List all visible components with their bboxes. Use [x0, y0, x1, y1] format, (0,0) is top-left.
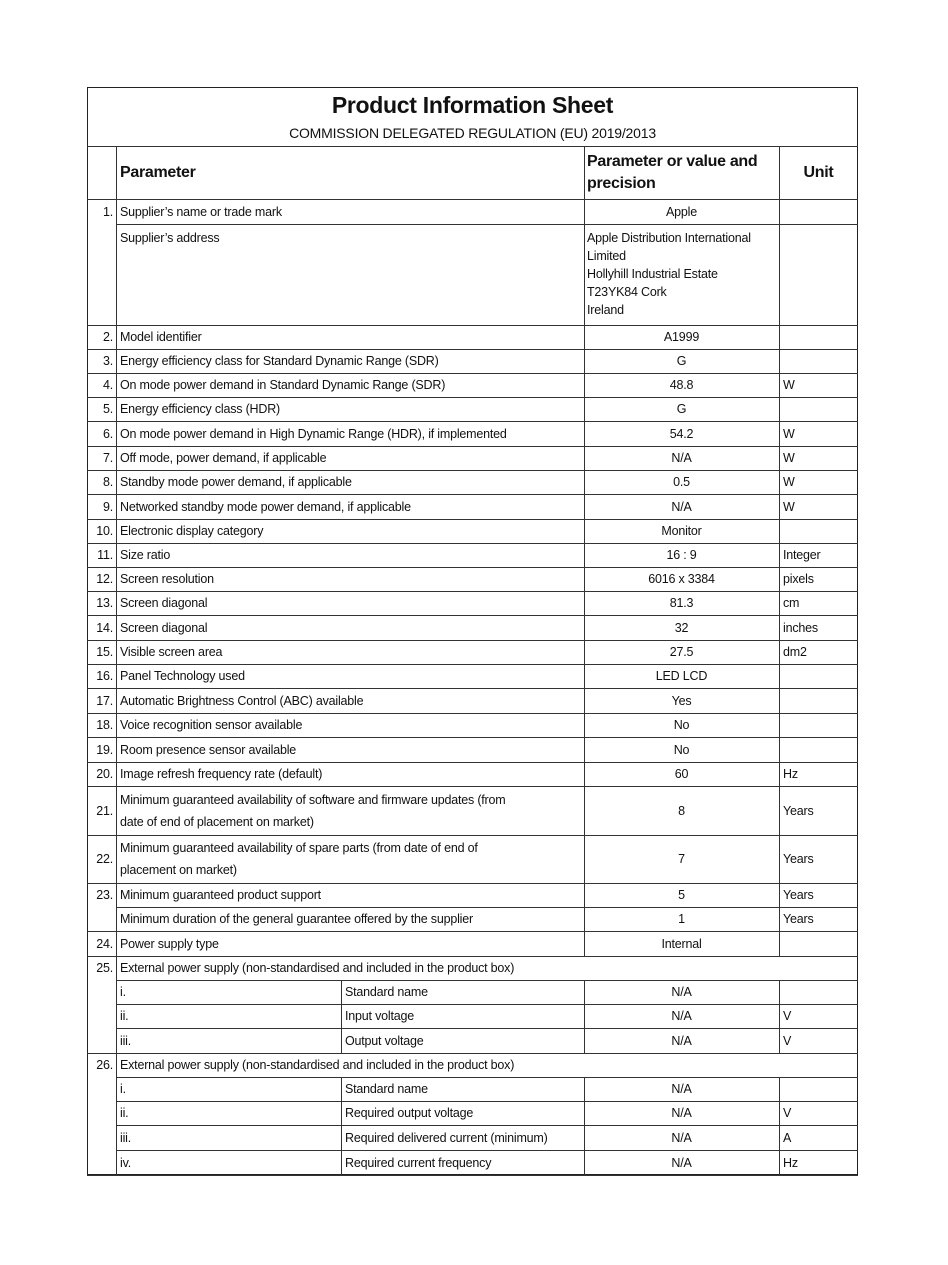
row-unit: W	[783, 475, 795, 489]
row-number: 4.	[102, 378, 113, 392]
sub-item-value: N/A	[671, 1082, 692, 1096]
row-label: Screen diagonal	[120, 596, 208, 610]
row-label: Off mode, power demand, if applicable	[120, 451, 327, 465]
column-divider	[584, 146, 585, 199]
sub-item-unit	[779, 1077, 858, 1101]
row-unit	[779, 931, 858, 956]
sub-item-label: Required current frequency	[345, 1155, 492, 1170]
row-value: A1999	[663, 330, 700, 344]
sub-item-unit: V	[783, 1106, 792, 1120]
row-value: 0.5	[673, 475, 690, 489]
regulation-subtitle: COMMISSION DELEGATED REGULATION (EU) 2019/2013	[289, 125, 656, 141]
row-value: No	[673, 718, 690, 732]
sub-item-roman: iv.	[120, 1155, 131, 1170]
row-number	[87, 907, 116, 931]
column-header-value-line2: precision	[587, 174, 656, 192]
row-label-line: Minimum guaranteed availability of spare parts (from date of end of	[120, 841, 478, 855]
sub-item-label: Standard name	[345, 1082, 428, 1096]
row-label: Supplier’s address	[120, 231, 220, 245]
row-number: 24.	[96, 936, 113, 951]
row-value: 60	[674, 767, 689, 781]
row-unit: Integer	[783, 548, 821, 562]
column-header-parameter: Parameter	[120, 163, 196, 181]
row-divider	[87, 146, 858, 147]
row-number: 12.	[96, 572, 113, 586]
row-value: LED LCD	[655, 669, 708, 683]
sub-item-roman: ii.	[120, 1009, 129, 1023]
row-value: 54.2	[669, 426, 694, 441]
row-label	[116, 835, 584, 883]
row-label: Voice recognition sensor available	[120, 718, 303, 732]
row-number: 15.	[96, 645, 113, 659]
row-label: On mode power demand in Standard Dynamic Range (SDR)	[120, 378, 446, 392]
row-number: 9.	[102, 499, 113, 514]
row-unit	[779, 688, 858, 713]
row-label: On mode power demand in High Dynamic Range (HDR), if implemented	[120, 426, 507, 441]
row-number: 1.	[102, 204, 113, 219]
row-unit: pixels	[783, 572, 814, 586]
row-label: Model identifier	[120, 330, 202, 344]
row-value: Apple	[666, 204, 697, 219]
row-number: 8.	[102, 475, 113, 489]
row-label: Standby mode power demand, if applicable	[120, 475, 352, 489]
section-number: 26.	[96, 1058, 113, 1072]
row-unit	[779, 664, 858, 688]
sub-item-label: Required output voltage	[345, 1106, 474, 1120]
row-unit	[779, 397, 858, 421]
row-number: 16.	[96, 669, 113, 683]
row-unit	[779, 199, 858, 224]
row-value: N/A	[671, 499, 692, 514]
row-unit	[779, 224, 858, 325]
sub-item-unit: A	[783, 1130, 792, 1145]
address-line: Apple Distribution International	[587, 231, 751, 245]
address-line: Ireland	[587, 303, 624, 317]
row-label: Screen diagonal	[120, 620, 208, 635]
sub-item-value: N/A	[671, 985, 692, 999]
row-label: Supplier’s name or trade mark	[120, 204, 282, 219]
row-label: Visible screen area	[120, 645, 223, 659]
row-unit	[779, 349, 858, 373]
sub-item-label: Input voltage	[345, 1009, 414, 1023]
row-unit: inches	[783, 620, 818, 635]
sub-item-value: N/A	[671, 1155, 692, 1170]
row-unit: W	[783, 451, 795, 465]
row-number: 14.	[96, 620, 113, 635]
row-label: Energy efficiency class (HDR)	[120, 402, 280, 416]
row-number: 17.	[96, 693, 113, 708]
row-label: Room presence sensor available	[120, 742, 297, 757]
address-line: Hollyhill Industrial Estate	[587, 267, 718, 281]
row-unit: W	[783, 426, 795, 441]
column-header-value	[584, 146, 779, 199]
row-value: 5	[678, 888, 685, 902]
row-label: Size ratio	[120, 548, 171, 562]
sub-item-roman: ii.	[120, 1106, 129, 1120]
sub-item-label: Required delivered current (minimum)	[345, 1130, 548, 1145]
row-value: No	[673, 742, 690, 757]
row-unit: Years	[783, 803, 814, 818]
row-label: Networked standby mode power demand, if applicable	[120, 499, 411, 514]
row-label: Minimum duration of the general guarantee offered by the supplier	[120, 912, 473, 926]
row-label-line: Minimum guaranteed availability of software and firmware updates (from	[120, 792, 506, 807]
row-value: Yes	[671, 693, 692, 708]
row-value: 32	[674, 620, 689, 635]
row-number: 22.	[96, 852, 113, 866]
row-value: 8	[678, 803, 685, 818]
row-value: G	[676, 402, 687, 416]
sub-item-label: Output voltage	[345, 1033, 424, 1048]
row-unit: W	[783, 499, 795, 514]
row-value-address	[584, 224, 779, 325]
row-unit: Hz	[783, 767, 798, 781]
row-unit: Years	[783, 912, 814, 926]
row-label: Panel Technology used	[120, 669, 245, 683]
sub-item-unit: Hz	[783, 1155, 798, 1170]
section-number: 25.	[96, 961, 113, 975]
row-value: G	[676, 354, 687, 368]
row-value: 16 : 9	[666, 548, 697, 562]
sub-item-roman: i.	[120, 985, 126, 999]
row-label: Screen resolution	[120, 572, 214, 586]
sub-item-value: N/A	[671, 1106, 692, 1120]
row-value: N/A	[671, 451, 692, 465]
row-value: 81.3	[669, 596, 694, 610]
page-title: Product Information Sheet	[331, 92, 614, 118]
row-number: 6.	[102, 426, 113, 441]
sub-item-value: N/A	[671, 1130, 692, 1145]
row-number: 18.	[96, 718, 113, 732]
row-number: 13.	[96, 596, 113, 610]
column-header-value-line1: Parameter or value and	[587, 152, 758, 170]
row-value: 48.8	[669, 378, 694, 392]
row-label: Image refresh frequency rate (default)	[120, 767, 323, 781]
row-unit	[779, 325, 858, 349]
column-header-unit: Unit	[803, 163, 834, 181]
row-label	[116, 786, 584, 835]
sub-item-value: N/A	[671, 1009, 692, 1023]
row-number: 21.	[96, 803, 113, 818]
sub-item-unit: V	[783, 1009, 792, 1023]
row-number: 11.	[97, 548, 113, 562]
row-unit	[779, 713, 858, 737]
row-unit: dm2	[783, 645, 807, 659]
row-value: 6016 x 3384	[648, 572, 715, 586]
row-unit	[779, 519, 858, 543]
row-value: 7	[678, 852, 685, 866]
section-label: External power supply (non-standardised and included in the product box)	[120, 961, 515, 975]
address-line: T23YK84 Cork	[587, 285, 667, 299]
row-unit: cm	[783, 596, 800, 610]
sub-item-roman: iii.	[120, 1033, 132, 1048]
row-unit	[779, 737, 858, 762]
row-number: 23.	[96, 888, 113, 902]
row-label: Automatic Brightness Control (ABC) available	[120, 693, 364, 708]
sub-item-label: Standard name	[345, 985, 428, 999]
row-number: 20.	[96, 767, 113, 781]
row-label: Power supply type	[120, 936, 219, 951]
row-unit: W	[783, 378, 795, 392]
row-value: 1	[678, 912, 685, 926]
row-label: Electronic display category	[120, 524, 264, 538]
sub-item-unit	[779, 980, 858, 1004]
row-unit: Years	[783, 852, 814, 866]
row-number: 7.	[102, 451, 113, 465]
row-divider	[87, 1175, 858, 1176]
row-label: Minimum guaranteed product support	[120, 888, 321, 902]
sub-item-value: N/A	[671, 1033, 692, 1048]
row-value: Monitor	[661, 524, 702, 538]
row-number: 2.	[102, 330, 113, 344]
row-label-line: date of end of placement on market)	[120, 814, 314, 829]
row-number: 19.	[96, 742, 113, 757]
row-unit: Years	[783, 888, 814, 902]
row-number: 5.	[102, 402, 113, 416]
column-divider	[116, 146, 117, 199]
row-value: 27.5	[669, 645, 694, 659]
column-divider	[779, 146, 780, 199]
sub-item-unit: V	[783, 1033, 792, 1048]
row-label-line: placement on market)	[120, 863, 237, 877]
sub-item-roman: iii.	[120, 1130, 132, 1145]
sub-item-roman: i.	[120, 1082, 126, 1096]
row-number	[87, 224, 116, 325]
address-line: Limited	[587, 249, 626, 263]
row-number: 10.	[96, 524, 113, 538]
row-label: Energy efficiency class for Standard Dynamic Range (SDR)	[120, 354, 439, 368]
row-number: 3.	[102, 354, 113, 368]
section-label: External power supply (non-standardised and included in the product box)	[120, 1058, 515, 1072]
row-value: Internal	[661, 936, 702, 951]
